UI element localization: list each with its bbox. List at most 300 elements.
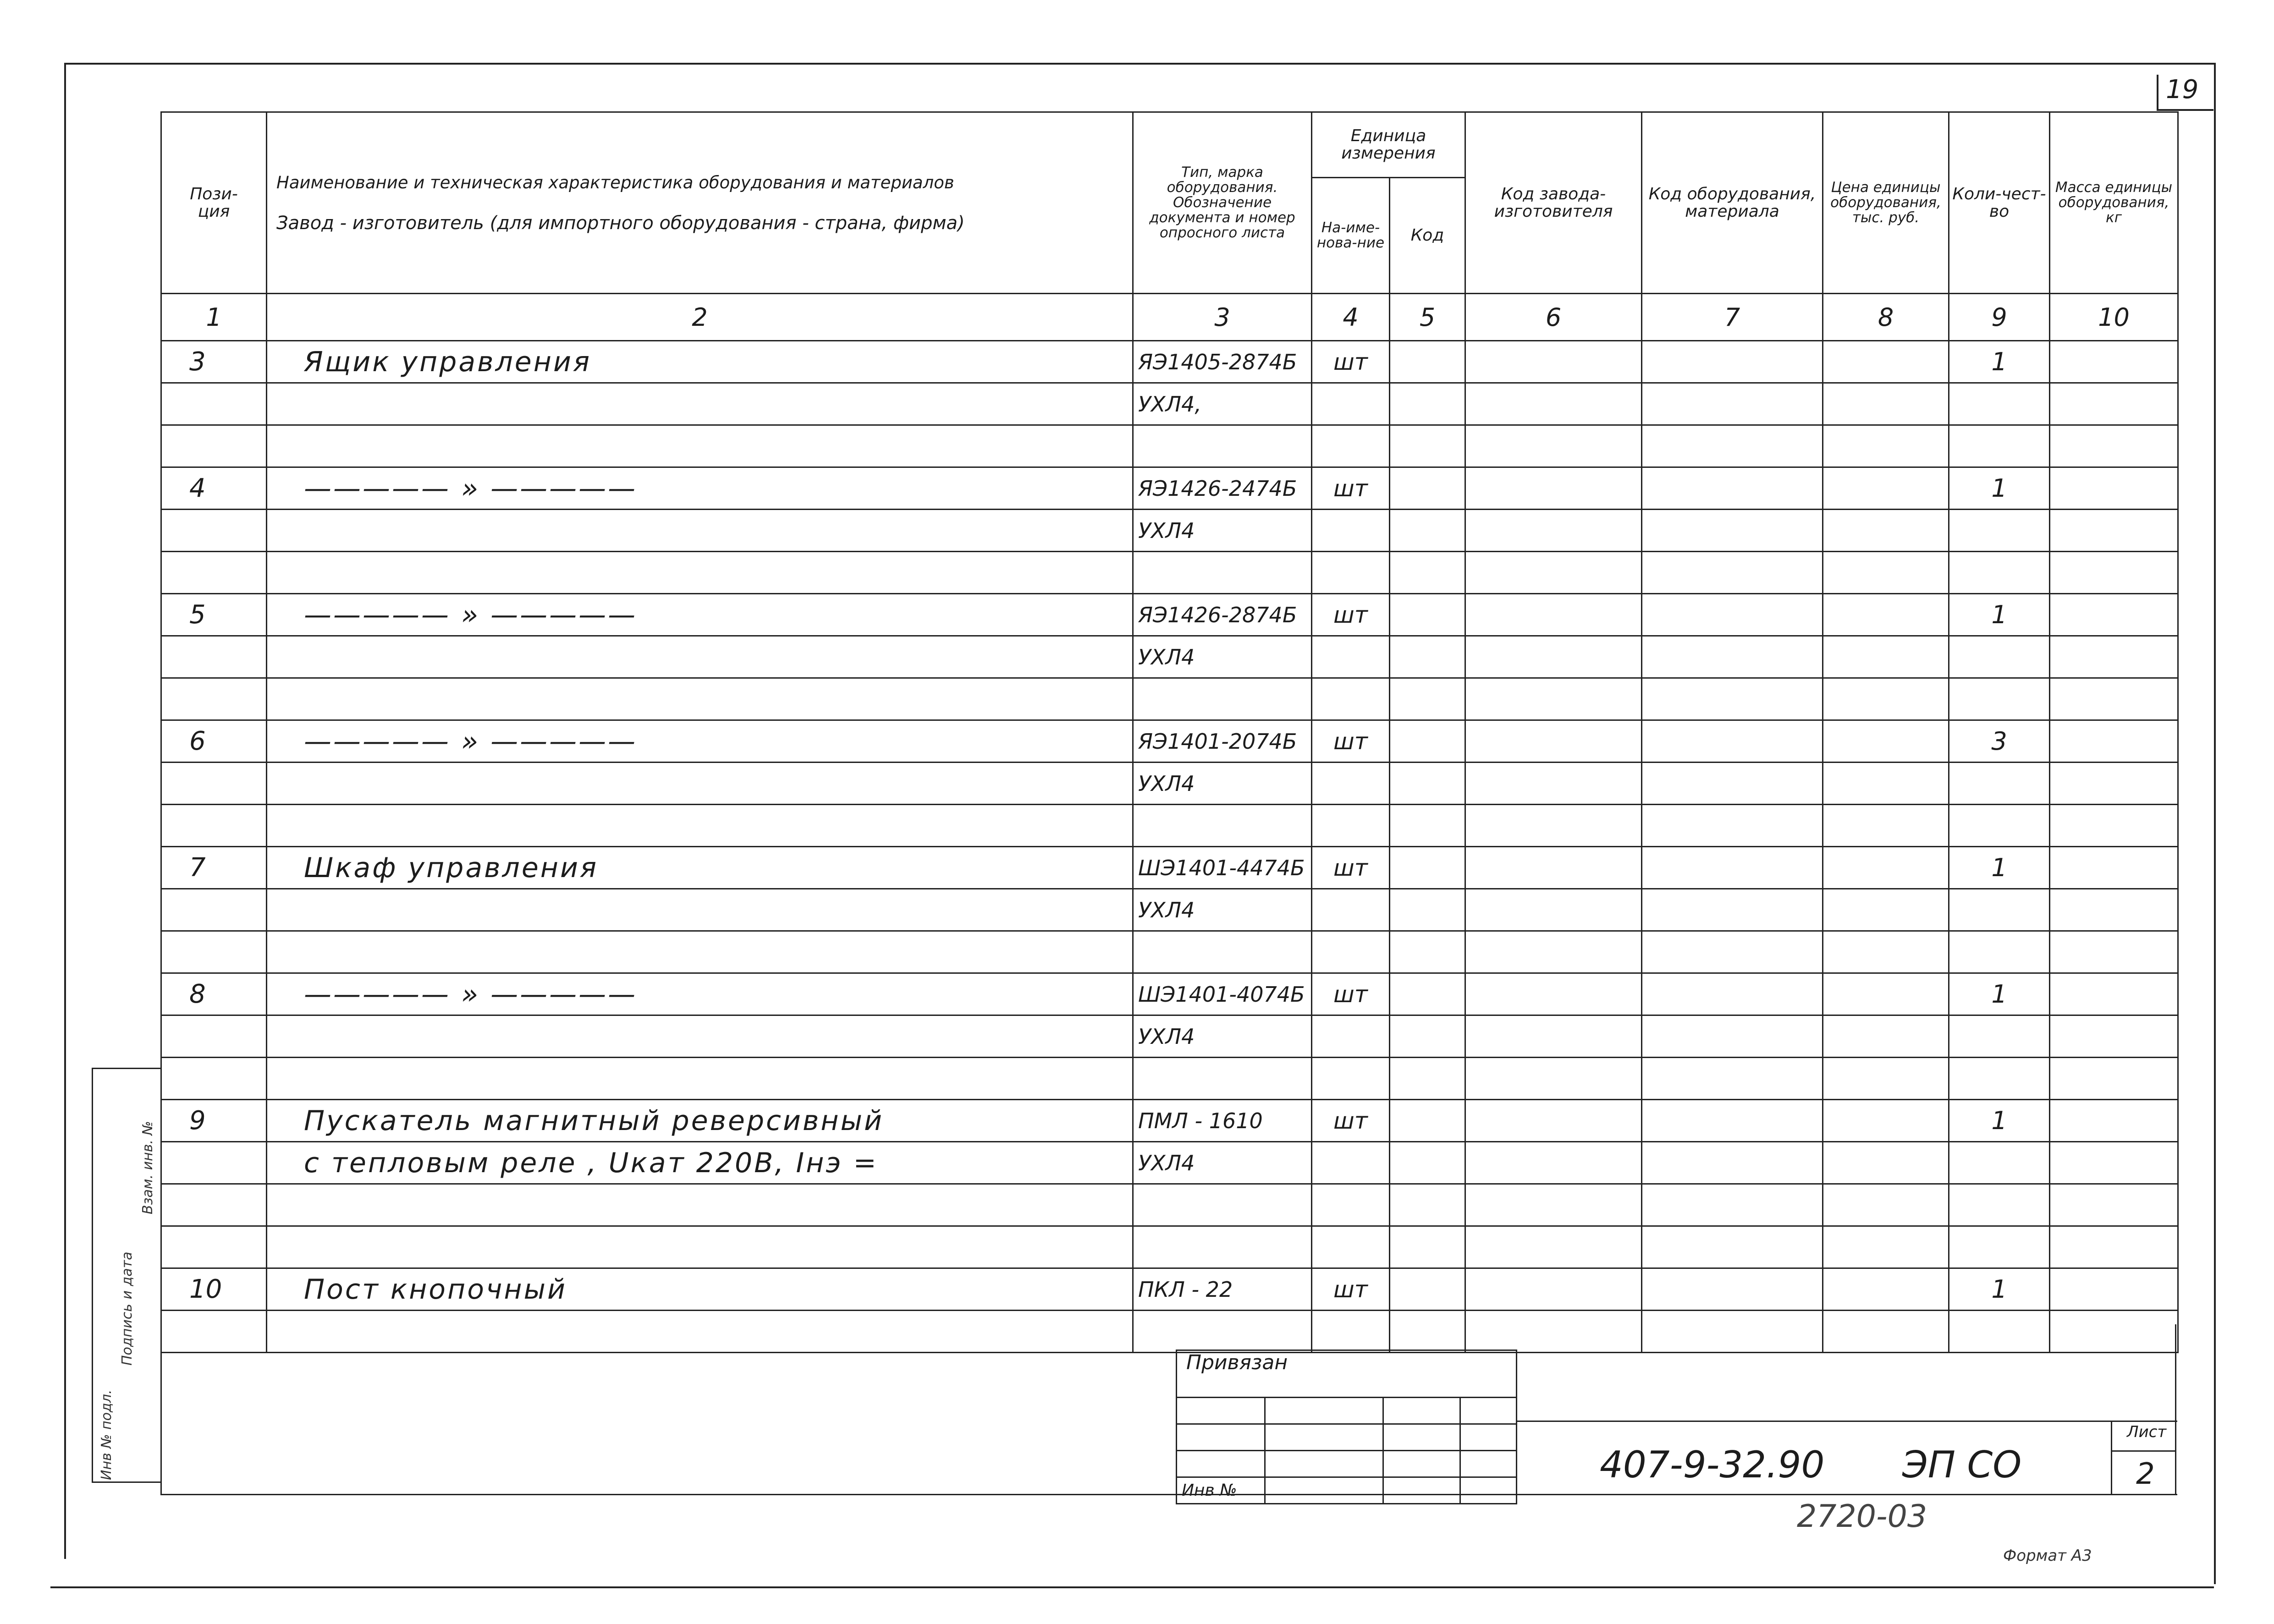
row-type: УХЛ4,	[1133, 383, 1312, 425]
row-equipment-code	[1642, 425, 1823, 467]
row-name: Пускатель магнитный реверсивный	[267, 1100, 1133, 1142]
row-manufacturer-code	[1465, 847, 1642, 889]
table-row	[161, 1268, 2178, 1311]
column-number: 10	[2050, 294, 2178, 341]
row-unit-code	[1390, 973, 1465, 1015]
row-unit: шт	[1312, 594, 1390, 636]
header-name	[267, 112, 1133, 294]
row-type	[1133, 1058, 1312, 1100]
row-mass	[2050, 763, 2178, 805]
header-name-line1: Наименование и техническая характеристика оборудования и материалов	[276, 172, 954, 192]
row-price	[1823, 805, 1949, 847]
margin-label-replace: Взам. инв. №	[140, 1121, 156, 1214]
row-position	[161, 1058, 267, 1100]
row-manufacturer-code	[1465, 341, 1642, 383]
bound-label: Привязан	[1177, 1350, 1517, 1398]
row-equipment-code	[1642, 889, 1823, 931]
row-price	[1823, 720, 1949, 763]
row-type: ШЭ1401-4474Б	[1133, 847, 1312, 889]
table-row	[161, 552, 2178, 594]
row-mass	[2050, 341, 2178, 383]
row-quantity	[1949, 1142, 2050, 1184]
row-mass	[2050, 847, 2178, 889]
row-unit	[1312, 383, 1390, 425]
row-unit-code	[1390, 847, 1465, 889]
row-price	[1823, 678, 1949, 720]
sheet-label: Лист	[2127, 1423, 2167, 1441]
row-equipment-code	[1642, 763, 1823, 805]
row-equipment-code	[1642, 510, 1823, 552]
row-manufacturer-code	[1465, 1226, 1642, 1268]
column-number: 2	[267, 294, 1133, 341]
margin-label-inv: Инв № подл.	[99, 1389, 115, 1480]
row-name	[267, 1015, 1133, 1058]
row-mass	[2050, 1226, 2178, 1268]
title-block-right	[2175, 1324, 2176, 1494]
row-unit	[1312, 1058, 1390, 1100]
row-mass	[2050, 594, 2178, 636]
header-quantity: Коли-чест-во	[1949, 112, 2050, 294]
row-quantity	[1949, 805, 2050, 847]
row-unit-code	[1390, 1142, 1465, 1184]
row-name: Шкаф управления	[267, 847, 1133, 889]
row-manufacturer-code	[1465, 889, 1642, 931]
column-number: 5	[1390, 294, 1465, 341]
row-equipment-code	[1642, 931, 1823, 973]
row-equipment-code	[1642, 1058, 1823, 1100]
row-price	[1823, 1184, 1949, 1226]
sheet-value: 2	[2136, 1457, 2155, 1491]
row-mass	[2050, 467, 2178, 510]
row-quantity	[1949, 889, 2050, 931]
row-quantity: 3	[1949, 720, 2050, 763]
row-equipment-code	[1642, 1015, 1823, 1058]
row-unit	[1312, 510, 1390, 552]
row-unit-code	[1390, 1311, 1465, 1353]
row-unit-code	[1390, 594, 1465, 636]
row-mass	[2050, 678, 2178, 720]
row-manufacturer-code	[1465, 425, 1642, 467]
table-row	[161, 594, 2178, 636]
row-position: 3	[161, 341, 267, 383]
row-name	[267, 805, 1133, 847]
row-quantity: 1	[1949, 467, 2050, 510]
row-mass	[2050, 1058, 2178, 1100]
row-quantity: 1	[1949, 1268, 2050, 1311]
row-mass	[2050, 510, 2178, 552]
row-equipment-code	[1642, 1142, 1823, 1184]
row-unit-code	[1390, 763, 1465, 805]
row-position: 4	[161, 467, 267, 510]
table-row	[161, 1015, 2178, 1058]
row-position	[161, 931, 267, 973]
archive-number: 2720-03	[1797, 1498, 1927, 1535]
row-manufacturer-code	[1465, 1268, 1642, 1311]
row-price	[1823, 931, 1949, 973]
row-manufacturer-code	[1465, 1311, 1642, 1353]
row-unit	[1312, 1311, 1390, 1353]
row-price	[1823, 341, 1949, 383]
row-position	[161, 1226, 267, 1268]
row-manufacturer-code	[1465, 678, 1642, 720]
row-manufacturer-code	[1465, 931, 1642, 973]
row-mass	[2050, 1311, 2178, 1353]
table-row	[161, 720, 2178, 763]
table-row	[161, 467, 2178, 510]
row-mass	[2050, 889, 2178, 931]
header-position: Пози- ция	[161, 112, 267, 294]
row-unit: шт	[1312, 720, 1390, 763]
row-type: УХЛ4	[1133, 889, 1312, 931]
row-unit-code	[1390, 1226, 1465, 1268]
sheet-number: 19	[2166, 75, 2199, 104]
row-position	[161, 763, 267, 805]
row-price	[1823, 1142, 1949, 1184]
margin-label-signature: Подпись и дата	[119, 1251, 135, 1366]
row-unit-code	[1390, 805, 1465, 847]
column-number: 1	[161, 294, 267, 341]
row-type: ПМЛ - 1610	[1133, 1100, 1312, 1142]
row-unit-code	[1390, 383, 1465, 425]
row-unit	[1312, 763, 1390, 805]
title-block-top	[1517, 1421, 2177, 1422]
document-code: 407-9-32.90	[1600, 1443, 1825, 1486]
row-unit	[1312, 1015, 1390, 1058]
row-position: 10	[161, 1268, 267, 1311]
row-quantity	[1949, 636, 2050, 678]
row-unit: шт	[1312, 467, 1390, 510]
row-unit-code	[1390, 467, 1465, 510]
row-mass	[2050, 931, 2178, 973]
row-type	[1133, 552, 1312, 594]
row-position: 5	[161, 594, 267, 636]
row-name	[267, 1311, 1133, 1353]
table-row	[161, 678, 2178, 720]
row-mass	[2050, 636, 2178, 678]
row-position: 7	[161, 847, 267, 889]
table-row	[161, 1184, 2178, 1226]
row-type	[1133, 1184, 1312, 1226]
table-row	[161, 510, 2178, 552]
table-row	[161, 805, 2178, 847]
row-type	[1133, 931, 1312, 973]
row-mass	[2050, 805, 2178, 847]
row-quantity	[1949, 1058, 2050, 1100]
row-equipment-code	[1642, 973, 1823, 1015]
row-name	[267, 1226, 1133, 1268]
row-equipment-code	[1642, 1226, 1823, 1268]
row-manufacturer-code	[1465, 720, 1642, 763]
row-unit-code	[1390, 889, 1465, 931]
row-equipment-code	[1642, 805, 1823, 847]
frame-bottom-border	[50, 1586, 2214, 1588]
row-manufacturer-code	[1465, 1184, 1642, 1226]
row-unit: шт	[1312, 973, 1390, 1015]
table-row	[161, 1100, 2178, 1142]
row-mass	[2050, 1268, 2178, 1311]
row-quantity: 1	[1949, 341, 2050, 383]
row-position	[161, 805, 267, 847]
header-manufacturer-code: Код завода-изготовителя	[1465, 112, 1642, 294]
document-mark: ЭП СО	[1902, 1443, 2022, 1486]
row-price	[1823, 1015, 1949, 1058]
row-position	[161, 1015, 267, 1058]
row-type: ЯЭ1401-2074Б	[1133, 720, 1312, 763]
bound-stamp	[1176, 1350, 1517, 1504]
row-name	[267, 1184, 1133, 1226]
row-name	[267, 763, 1133, 805]
row-quantity	[1949, 931, 2050, 973]
row-manufacturer-code	[1465, 1015, 1642, 1058]
row-unit	[1312, 805, 1390, 847]
row-name: ————— » —————	[267, 973, 1133, 1015]
header-row	[161, 112, 2178, 178]
table-row	[161, 889, 2178, 931]
row-manufacturer-code	[1465, 1142, 1642, 1184]
row-unit	[1312, 678, 1390, 720]
row-type: ШЭ1401-4074Б	[1133, 973, 1312, 1015]
row-position	[161, 552, 267, 594]
row-mass	[2050, 1142, 2178, 1184]
row-price	[1823, 1311, 1949, 1353]
row-price	[1823, 383, 1949, 425]
row-price	[1823, 594, 1949, 636]
row-unit	[1312, 425, 1390, 467]
row-type: ЯЭ1405-2874Б	[1133, 341, 1312, 383]
row-price	[1823, 425, 1949, 467]
column-number-row	[161, 294, 2178, 341]
row-position	[161, 1311, 267, 1353]
header-price: Цена единицы оборудования, тыс. руб.	[1823, 112, 1949, 294]
row-manufacturer-code	[1465, 594, 1642, 636]
row-price	[1823, 847, 1949, 889]
inv-label: Инв №	[1177, 1477, 1265, 1504]
row-manufacturer-code	[1465, 383, 1642, 425]
table-row	[161, 931, 2178, 973]
row-name: Пост кнопочный	[267, 1268, 1133, 1311]
row-price	[1823, 1268, 1949, 1311]
row-unit-code	[1390, 1268, 1465, 1311]
row-equipment-code	[1642, 678, 1823, 720]
row-unit-code	[1390, 1015, 1465, 1058]
row-price	[1823, 763, 1949, 805]
row-unit-code	[1390, 636, 1465, 678]
row-position	[161, 510, 267, 552]
frame-left-border	[64, 63, 66, 1559]
row-quantity	[1949, 1311, 2050, 1353]
row-price	[1823, 467, 1949, 510]
row-equipment-code	[1642, 1311, 1823, 1353]
row-name	[267, 931, 1133, 973]
row-unit-code	[1390, 931, 1465, 973]
row-type: ЯЭ1426-2874Б	[1133, 594, 1312, 636]
row-name	[267, 383, 1133, 425]
row-type	[1133, 805, 1312, 847]
column-number: 8	[1823, 294, 1949, 341]
row-price	[1823, 973, 1949, 1015]
row-name	[267, 425, 1133, 467]
row-position: 8	[161, 973, 267, 1015]
table-row	[161, 383, 2178, 425]
table-row	[161, 973, 2178, 1015]
row-unit	[1312, 931, 1390, 973]
row-position	[161, 425, 267, 467]
row-unit-code	[1390, 678, 1465, 720]
row-name: ————— » —————	[267, 720, 1133, 763]
row-manufacturer-code	[1465, 467, 1642, 510]
row-position	[161, 889, 267, 931]
row-type: ЯЭ1426-2474Б	[1133, 467, 1312, 510]
table-row	[161, 1142, 2178, 1184]
row-unit-code	[1390, 1058, 1465, 1100]
row-type: УХЛ4	[1133, 1142, 1312, 1184]
specification-table	[160, 111, 2179, 1353]
row-quantity: 1	[1949, 973, 2050, 1015]
row-quantity	[1949, 1226, 2050, 1268]
row-unit: шт	[1312, 341, 1390, 383]
row-equipment-code	[1642, 1184, 1823, 1226]
row-price	[1823, 1226, 1949, 1268]
row-name	[267, 889, 1133, 931]
row-equipment-code	[1642, 552, 1823, 594]
row-quantity	[1949, 425, 2050, 467]
row-quantity	[1949, 678, 2050, 720]
column-number: 3	[1133, 294, 1312, 341]
row-position	[161, 383, 267, 425]
row-equipment-code	[1642, 594, 1823, 636]
row-manufacturer-code	[1465, 1058, 1642, 1100]
row-unit	[1312, 889, 1390, 931]
row-unit-code	[1390, 720, 1465, 763]
row-manufacturer-code	[1465, 636, 1642, 678]
row-price	[1823, 636, 1949, 678]
column-number: 7	[1642, 294, 1823, 341]
row-position	[161, 1142, 267, 1184]
row-name	[267, 636, 1133, 678]
row-equipment-code	[1642, 636, 1823, 678]
row-equipment-code	[1642, 1100, 1823, 1142]
table-row	[161, 1226, 2178, 1268]
row-mass	[2050, 1184, 2178, 1226]
row-price	[1823, 510, 1949, 552]
row-equipment-code	[1642, 341, 1823, 383]
header-unit-name: На-име-нова-ние	[1312, 178, 1390, 294]
table-row	[161, 1311, 2178, 1353]
row-quantity	[1949, 1184, 2050, 1226]
row-type: УХЛ4	[1133, 510, 1312, 552]
row-unit	[1312, 1226, 1390, 1268]
table-row	[161, 636, 2178, 678]
column-number: 4	[1312, 294, 1390, 341]
row-type	[1133, 1226, 1312, 1268]
row-equipment-code	[1642, 1268, 1823, 1311]
row-price	[1823, 1100, 1949, 1142]
table-row	[161, 763, 2178, 805]
row-unit-code	[1390, 552, 1465, 594]
row-type: ПКЛ - 22	[1133, 1268, 1312, 1311]
row-unit-code	[1390, 341, 1465, 383]
table-row	[161, 847, 2178, 889]
row-name	[267, 678, 1133, 720]
title-block-left	[160, 1324, 162, 1494]
row-type: УХЛ4	[1133, 1015, 1312, 1058]
row-type	[1133, 1311, 1312, 1353]
header-type: Тип, марка оборудования. Обозначение документа и номер опросного листа	[1133, 112, 1312, 294]
row-name	[267, 510, 1133, 552]
row-quantity	[1949, 510, 2050, 552]
frame-top-border	[64, 63, 2214, 65]
row-mass	[2050, 552, 2178, 594]
row-name: с тепловым реле , Uкат 220В, Iнэ =	[267, 1142, 1133, 1184]
row-unit: шт	[1312, 847, 1390, 889]
header-name-line2: Завод - изготовитель (для импортного оборудования - страна, фирма)	[276, 212, 965, 234]
row-mass	[2050, 1100, 2178, 1142]
row-equipment-code	[1642, 467, 1823, 510]
row-unit	[1312, 636, 1390, 678]
row-price	[1823, 552, 1949, 594]
row-type	[1133, 678, 1312, 720]
row-price	[1823, 1058, 1949, 1100]
row-quantity	[1949, 552, 2050, 594]
row-unit: шт	[1312, 1268, 1390, 1311]
row-position: 9	[161, 1100, 267, 1142]
row-name: ————— » —————	[267, 467, 1133, 510]
row-position	[161, 636, 267, 678]
row-name: Ящик управления	[267, 341, 1133, 383]
row-equipment-code	[1642, 383, 1823, 425]
row-name	[267, 552, 1133, 594]
header-equipment-code: Код оборудования, материала	[1642, 112, 1823, 294]
table-body	[161, 341, 2178, 1353]
row-unit	[1312, 1142, 1390, 1184]
row-quantity: 1	[1949, 1100, 2050, 1142]
row-quantity	[1949, 383, 2050, 425]
row-mass	[2050, 1015, 2178, 1058]
row-equipment-code	[1642, 847, 1823, 889]
row-type	[1133, 425, 1312, 467]
row-manufacturer-code	[1465, 973, 1642, 1015]
format-label: Формат А3	[2003, 1547, 2092, 1565]
row-mass	[2050, 720, 2178, 763]
row-quantity: 1	[1949, 594, 2050, 636]
row-manufacturer-code	[1465, 1100, 1642, 1142]
row-quantity: 1	[1949, 847, 2050, 889]
table-row	[161, 1058, 2178, 1100]
row-position	[161, 678, 267, 720]
row-unit-code	[1390, 1184, 1465, 1226]
row-unit-code	[1390, 510, 1465, 552]
row-manufacturer-code	[1465, 552, 1642, 594]
row-unit	[1312, 1184, 1390, 1226]
row-type: УХЛ4	[1133, 636, 1312, 678]
title-block-sheet-line	[2111, 1450, 2175, 1452]
column-number: 9	[1949, 294, 2050, 341]
row-mass	[2050, 425, 2178, 467]
header-units: Единица измерения	[1312, 112, 1465, 178]
row-mass	[2050, 973, 2178, 1015]
frame-right-border	[2214, 63, 2216, 1584]
header-mass: Масса единицы оборудования, кг	[2050, 112, 2178, 294]
row-mass	[2050, 383, 2178, 425]
row-type: УХЛ4	[1133, 763, 1312, 805]
row-manufacturer-code	[1465, 510, 1642, 552]
row-name	[267, 1058, 1133, 1100]
row-equipment-code	[1642, 720, 1823, 763]
row-unit-code	[1390, 1100, 1465, 1142]
title-block-bottom	[160, 1494, 2177, 1495]
title-block-sheet-divider	[2111, 1421, 2112, 1494]
row-position: 6	[161, 720, 267, 763]
